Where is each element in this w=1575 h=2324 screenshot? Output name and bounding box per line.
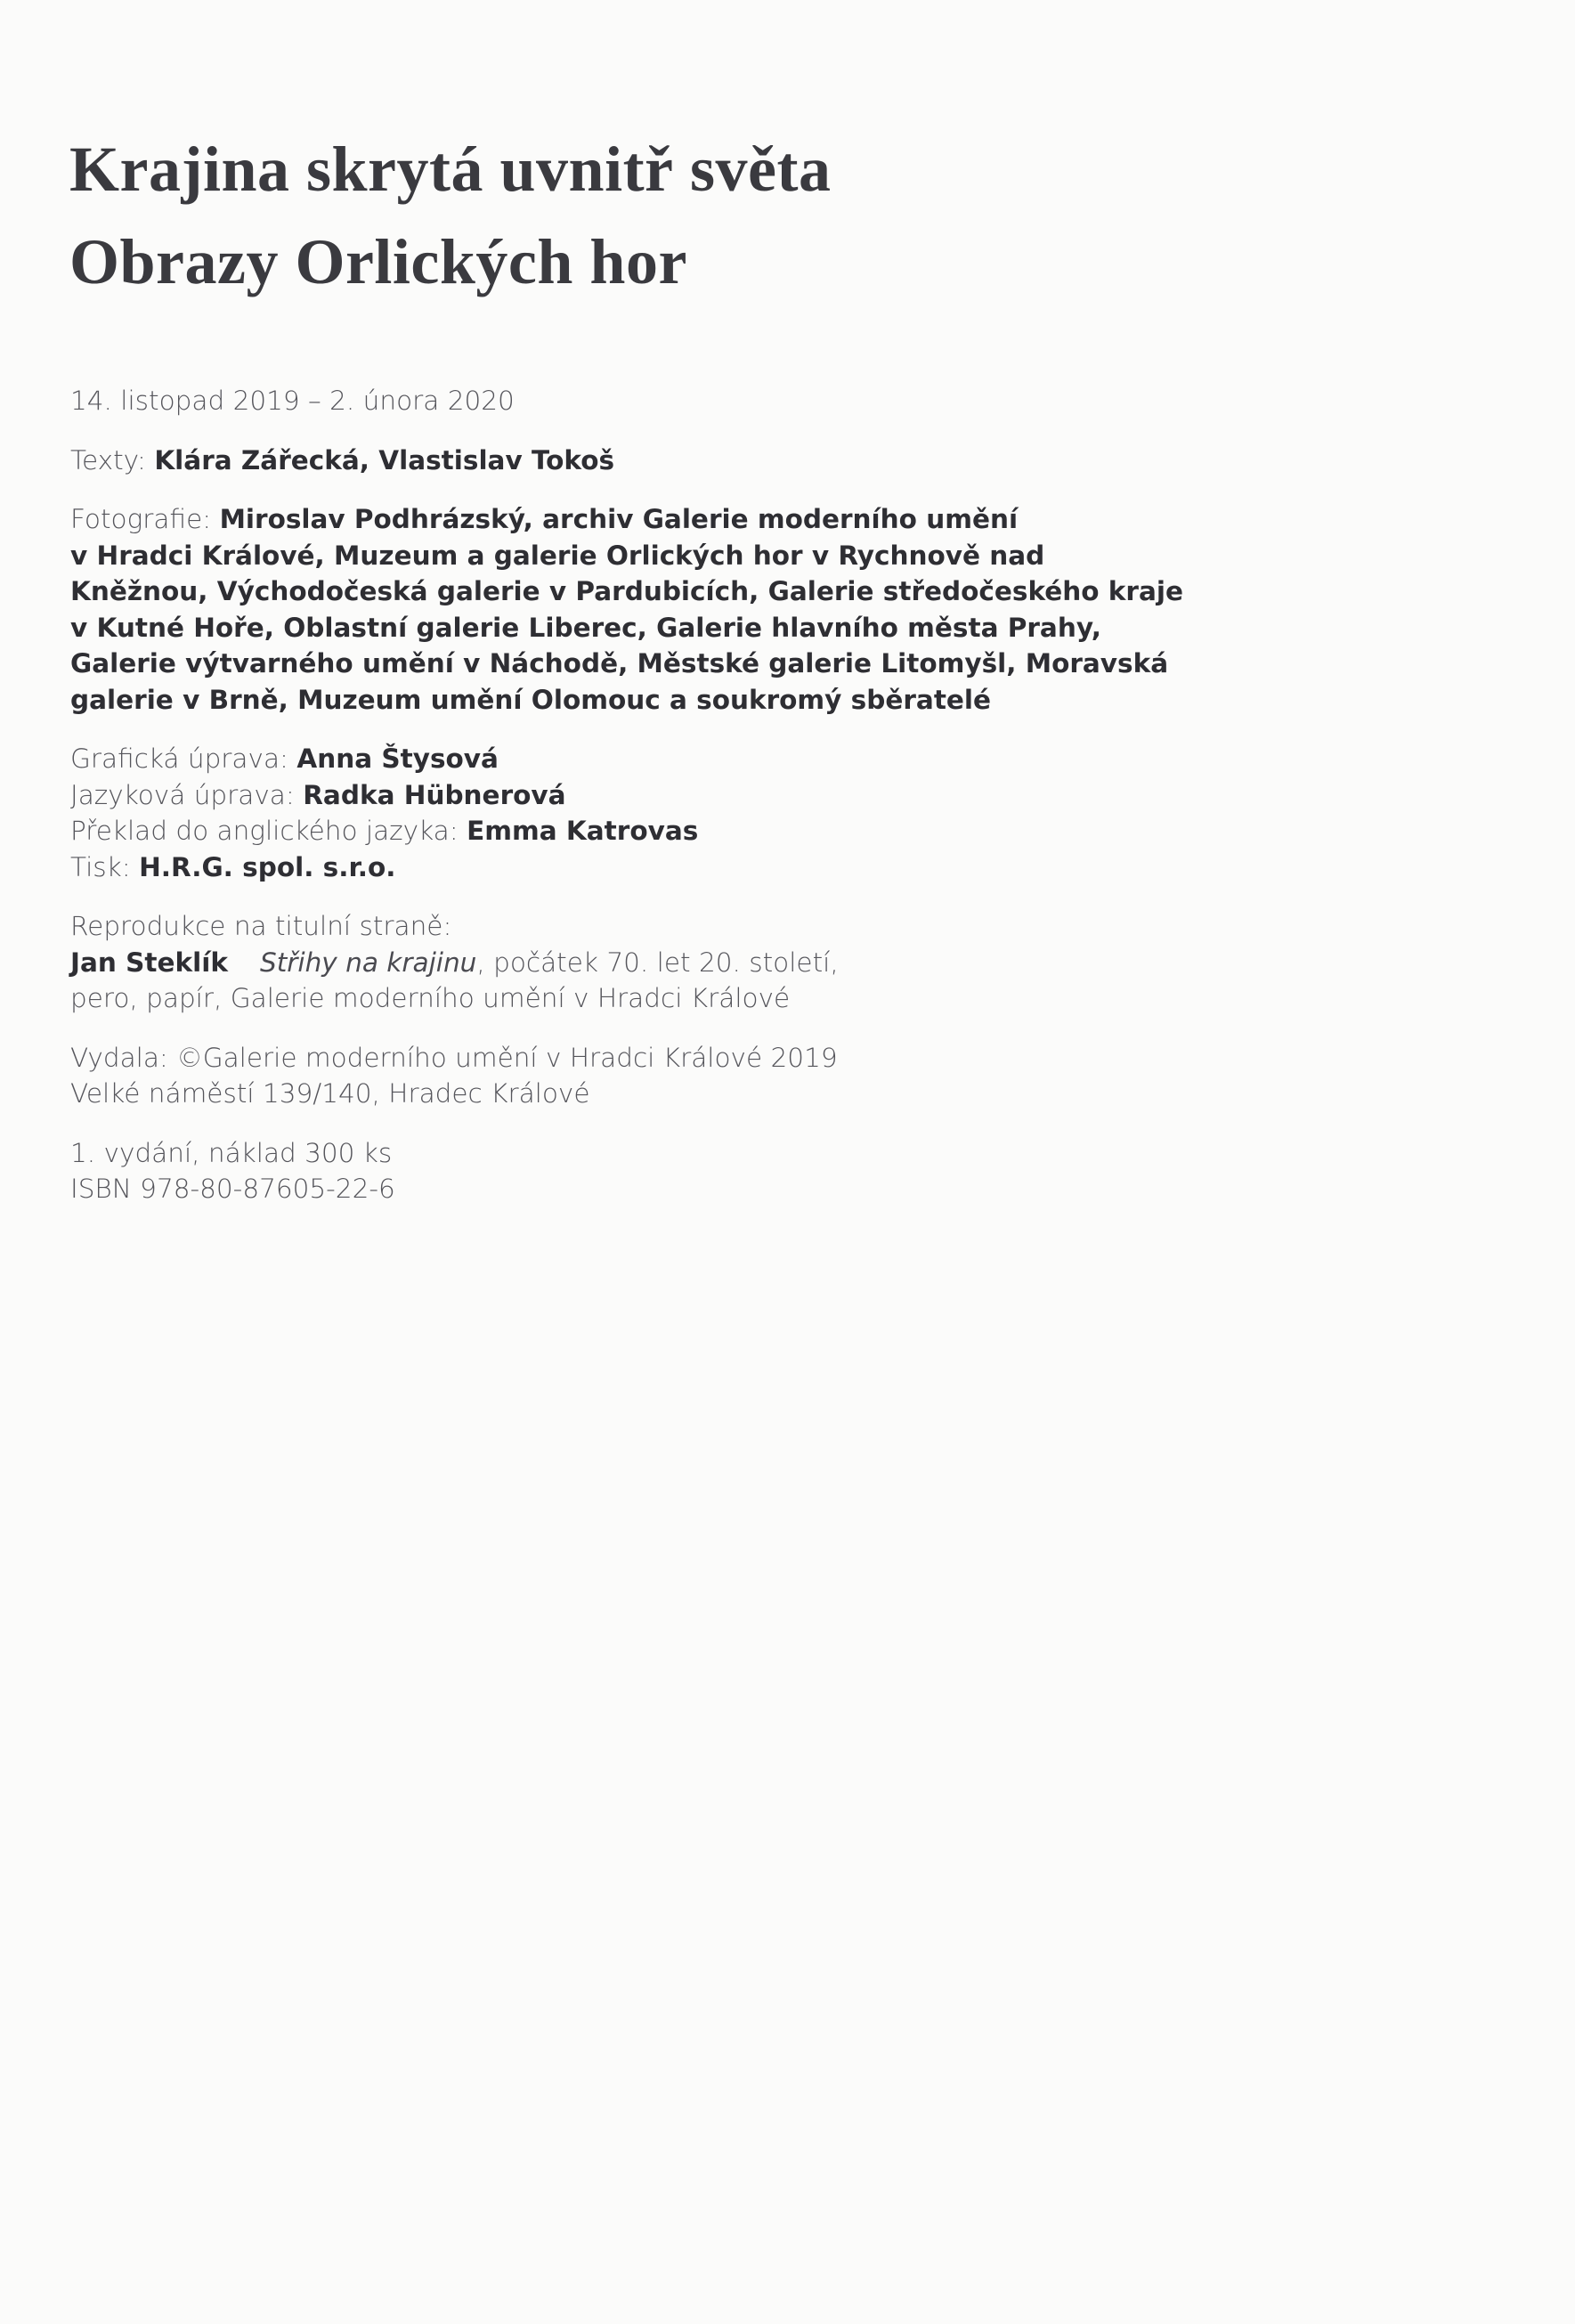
colophon [70, 383, 1184, 1231]
edition-info [70, 1135, 1139, 1207]
credit-translation [70, 813, 1139, 849]
credit-print [70, 849, 1139, 886]
book-title [69, 123, 831, 308]
photos-credit [70, 501, 1184, 718]
cover-reproduction [70, 908, 1139, 1017]
credit-value: Emma Katrovas [467, 816, 699, 846]
texts-label: Texty: [70, 444, 146, 475]
title-line-2: Obrazy Orlických hor [69, 226, 687, 297]
credit-label: Překlad do anglického jazyka: [70, 816, 459, 846]
publisher-address: Velké náměstí 139/140, Hradec Králové [70, 1078, 590, 1109]
photos-label: Fotografie: [70, 504, 212, 534]
credit-value: Anna Štysová [296, 744, 499, 774]
title-line-1: Krajina skrytá uvnitř světa [69, 134, 832, 205]
credit-label: Tisk: [70, 851, 131, 882]
isbn: ISBN 978-80-87605-22-6 [70, 1174, 395, 1204]
photos-line-3: Kněžnou, Východočeská galerie v Pardubicích, Galerie středočeského kraje [70, 576, 1184, 606]
texts-credit [70, 443, 1139, 479]
credit-value: Radka Hübnerová [303, 779, 566, 810]
credit-label: Grafická úprava: [70, 744, 288, 774]
cover-work-details: , počátek 70. let 20. století, [476, 947, 839, 978]
credit-graphic-design [70, 741, 1139, 777]
publisher-info [70, 1040, 1139, 1112]
photos-line-2: v Hradci Králové, Muzeum a galerie Orlických hor v Rychnově nad [70, 540, 1045, 571]
cover-work-title: Střihy na krajinu [259, 947, 477, 978]
cover-medium: pero, papír, Galerie moderního umění v Hradci Králové [70, 983, 791, 1013]
credit-label: Jazyková úprava: [70, 779, 295, 810]
credit-value: H.R.G. spol. s.r.o. [139, 851, 396, 882]
cover-artist: Jan Steklík [70, 947, 228, 978]
cover-artwork [70, 945, 1139, 981]
photos-line-1: Miroslav Podhrázský, archiv Galerie moderního umění [219, 504, 1019, 534]
credit-proofreading [70, 777, 1139, 814]
edition-print-run: 1. vydání, náklad 300 ks [70, 1137, 393, 1168]
production-credits [70, 741, 1139, 885]
publisher-line-1: Vydala: ©Galerie moderního umění v Hradci Králové 2019 [70, 1042, 838, 1073]
photos-line-6: galerie v Brně, Muzeum umění Olomouc a soukromý sběratelé [70, 684, 992, 715]
exhibition-dates: 14. listopad 2019 – 2. února 2020 [70, 386, 515, 416]
photos-line-4: v Kutné Hoře, Oblastní galerie Liberec, Galerie hlavního města Prahy, [70, 612, 1101, 643]
cover-label: Reprodukce na titulní straně: [70, 911, 452, 941]
texts-authors: Klára Zářecká, Vlastislav Tokoš [154, 444, 615, 475]
photos-line-5: Galerie výtvarného umění v Náchodě, Městské galerie Litomyšl, Moravská [70, 648, 1169, 679]
